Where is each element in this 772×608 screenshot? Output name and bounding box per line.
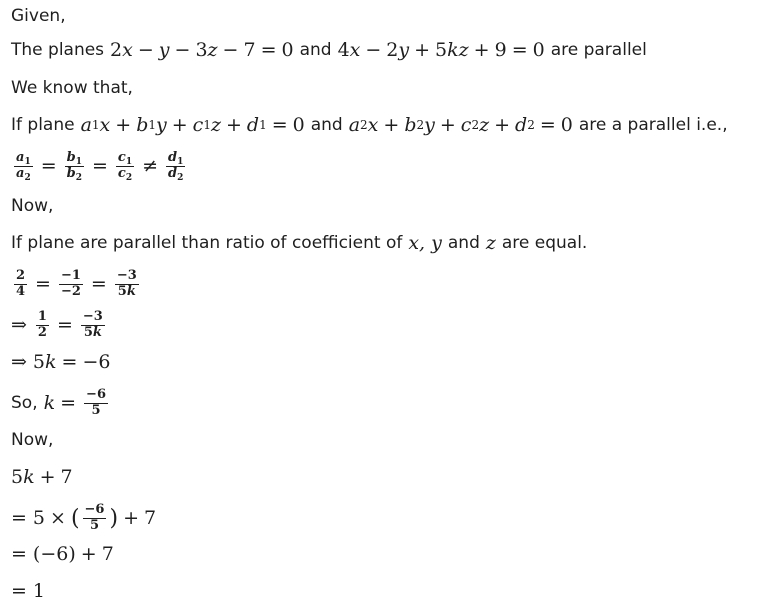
if-plane-text: If plane: [11, 115, 75, 135]
vars-xy: x, y: [408, 232, 442, 254]
ratio-statement-line: [11, 226, 587, 260]
plane-1-equation: 2 x − y − 3 z − 7 = 0: [110, 39, 294, 61]
ratio-statement-text: If plane are parallel than ratio of coefficient of: [11, 233, 403, 253]
substitution-2: [11, 537, 114, 571]
coefficient-ratio-formula: $\frac{2}{4}$ = $\frac{-1}{-2}$ = $\frac{-3}{5k}$: [16, 268, 137, 299]
now-line-1: [11, 189, 53, 223]
and-text-3: and: [447, 233, 480, 253]
now-text-1: Now,: [11, 196, 54, 216]
we-know-line: [11, 71, 133, 105]
are-parallel-text: are parallel: [550, 40, 647, 60]
expression-formula: 5 k + 7: [11, 466, 73, 488]
result-line: [11, 574, 45, 608]
var-z: z: [485, 232, 496, 254]
planes-statement: [11, 33, 647, 67]
ratio-condition: [11, 145, 188, 187]
step-2: [11, 345, 110, 379]
given-text: Given,: [11, 6, 66, 26]
and-text-2: and: [310, 115, 343, 135]
k-value-formula: k = $\frac{-6}{5}$: [43, 387, 106, 418]
k-value-line: [11, 382, 111, 424]
ratio-condition-formula: $\frac{a_1}{a_2}$ = $\frac{b_1}{b_2}$ = $\frac{c_1}{c_2}$ ≠ $\frac{d_1}{d_2}$: [16, 150, 184, 183]
are-parallel-ie-text: are a parallel i.e.,: [578, 115, 728, 135]
result-formula: = 1: [11, 580, 46, 602]
substitution-1-formula: = 5 × ( $\frac{-6}{5}$ ) + 7: [11, 502, 157, 533]
expression-line: [11, 460, 73, 494]
step-2-formula: ⇒ 5 k = −6: [11, 351, 111, 373]
general-plane-2: a 2 x + b 2 y + c 2 z + d 2 = 0: [348, 114, 573, 136]
given-line: [11, 0, 66, 33]
now-text-2: Now,: [11, 430, 54, 450]
plane-2-equation: 4 x − 2 y + 5 kz + 9 = 0: [337, 39, 545, 61]
general-plane-1: a 1 x + b 1 y + c 1 z + d 1 = 0: [80, 114, 305, 136]
step-1-formula: ⇒ $\frac{1}{2}$ = $\frac{-3}{5k}$: [11, 309, 103, 340]
and-text: and: [299, 40, 332, 60]
substitution-2-formula: = (−6) + 7: [11, 543, 114, 565]
so-text: So,: [11, 393, 38, 413]
planes-intro-text: The planes: [11, 40, 105, 60]
step-1: [11, 304, 108, 346]
substitution-1: [11, 497, 156, 539]
are-equal-text: are equal.: [501, 233, 588, 253]
general-plane-statement: [11, 108, 728, 142]
coefficient-ratio: [11, 264, 142, 304]
we-know-text: We know that,: [11, 78, 133, 98]
now-line-2: [11, 423, 53, 457]
